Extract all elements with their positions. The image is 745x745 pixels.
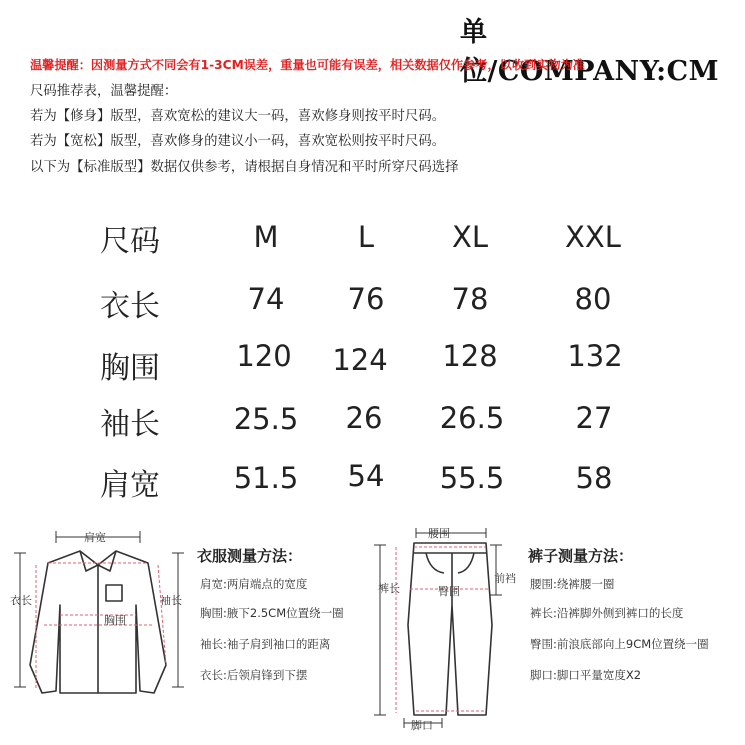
sleeve-guide <box>172 553 184 687</box>
pants-length-guide <box>374 545 386 715</box>
row-label: 肩宽 <box>100 468 160 503</box>
shirt-diagram <box>8 525 198 705</box>
size-header-label: 尺码 <box>100 224 160 259</box>
warning-text: 温馨提醒：因测量方式不同会有1-3CM误差，重量也可能有误差，相关数据仅作参考，以收到实物为准 <box>30 58 585 72</box>
shirt-method-line: 胸围:腋下2.5CM位置绕一圈 <box>200 606 344 620</box>
shirt-label-chest: 胸围 <box>104 614 126 627</box>
row-label: 胸围 <box>100 351 160 386</box>
table-cell: 51.5 <box>233 461 299 495</box>
table-cell: 58 <box>575 461 613 495</box>
shirt-outline <box>30 551 166 693</box>
table-cell: 55.5 <box>439 461 505 495</box>
row-label: 衣长 <box>100 289 160 324</box>
pants-label-length: 裤长 <box>378 582 400 595</box>
shirt-label-sleeve: 袖长 <box>160 594 182 607</box>
note-line: 尺码推荐表，温馨提醒： <box>30 84 178 99</box>
table-cell: 26.5 <box>439 401 505 435</box>
table-cell: 120 <box>236 339 292 373</box>
shirt-method-line: 衣长:后领肩锋到下摆 <box>200 668 308 682</box>
note-line: 若为【修身】版型，喜欢宽松的建议大一码，喜欢修身则按平时尺码。 <box>30 109 446 124</box>
pants-method-line: 脚口:脚口平量宽度X2 <box>530 668 642 682</box>
waist-guide <box>416 528 486 538</box>
size-header-cell: XXL <box>565 220 621 254</box>
shirt-method-line: 肩宽:两肩端点的宽度 <box>200 577 308 591</box>
shirt-method-line: 袖长:袖子肩到袖口的距离 <box>200 637 331 651</box>
size-header-cell: L <box>357 220 375 254</box>
table-cell: 74 <box>247 282 285 316</box>
length-guide <box>14 553 26 687</box>
shirt-method-title: 衣服测量方法： <box>197 547 303 565</box>
pants-outline <box>408 543 492 715</box>
table-cell: 25.5 <box>233 402 299 436</box>
pants-method-line: 臀围:前浪底部向上9CM位置绕一圈 <box>530 637 709 651</box>
table-cell: 76 <box>347 282 385 316</box>
size-header-cell: M <box>253 220 279 254</box>
size-header-cell: XL <box>451 220 489 254</box>
note-line: 以下为【标准版型】数据仅供参考，请根据自身情况和平时所穿尺码选择 <box>30 160 459 175</box>
table-cell: 132 <box>567 339 623 373</box>
table-cell: 80 <box>574 282 612 316</box>
pants-diagram <box>368 525 528 730</box>
shirt-label-shoulder: 肩宽 <box>84 531 106 544</box>
pants-label-hip: 臀围 <box>438 585 460 598</box>
table-cell: 26 <box>345 401 383 435</box>
pants-label-waist: 腰围 <box>428 527 450 540</box>
pants-label-hem: 脚口 <box>411 719 433 732</box>
note-line: 若为【宽松】版型，喜欢修身的建议小一码，喜欢宽松则按平时尺码。 <box>30 134 446 149</box>
unit-label: 单位/COMPANY:CM <box>460 17 720 87</box>
row-label: 袖长 <box>100 407 160 442</box>
table-cell: 27 <box>575 401 613 435</box>
pants-label-rise: 前裆 <box>494 572 516 585</box>
table-cell: 54 <box>347 459 385 493</box>
pants-method-title: 裤子测量方法： <box>528 547 634 565</box>
shirt-label-length: 衣长 <box>10 594 32 607</box>
pants-method-line: 腰围:绕裤腰一圈 <box>530 577 615 591</box>
pants-method-line: 裤长:沿裤脚外侧到裤口的长度 <box>530 606 684 620</box>
table-cell: 124 <box>332 343 388 377</box>
table-cell: 78 <box>451 282 489 316</box>
table-cell: 128 <box>442 339 498 373</box>
